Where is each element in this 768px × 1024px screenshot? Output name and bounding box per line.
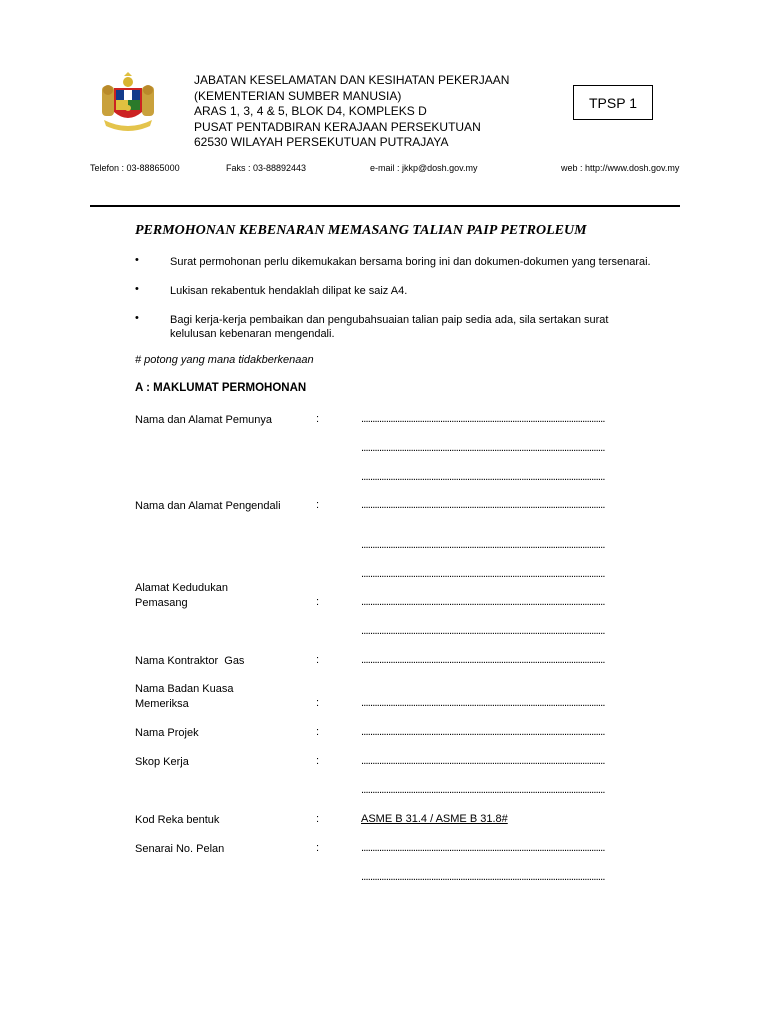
- label-pemunya: Nama dan Alamat Pemunya: [135, 414, 272, 426]
- blank-line-pelan-2[interactable]: ............................................................................................................: [361, 871, 605, 883]
- blank-line-badan[interactable]: ............................................................................................................: [361, 697, 605, 709]
- ministry-name: (KEMENTERIAN SUMBER MANUSIA): [194, 88, 402, 103]
- label-kontraktor: Nama Kontraktor Gas: [135, 655, 245, 667]
- label-kedudukan-line-2: Pemasang: [135, 597, 188, 609]
- colon: :: [316, 842, 320, 854]
- contact-email: e-mail : jkkp@dosh.gov.my: [370, 163, 478, 173]
- form-code-box: [573, 85, 653, 120]
- blank-line-kedudukan-2[interactable]: ............................................................................................................: [361, 625, 605, 637]
- blank-line-kedudukan-1[interactable]: ............................................................................................................: [361, 596, 605, 608]
- bullet-marker: •: [135, 254, 139, 266]
- bullet-marker: •: [135, 283, 139, 295]
- contact-telefon: Telefon : 03-88865000: [90, 163, 180, 173]
- address-line-1: ARAS 1, 3, 4 & 5, BLOK D4, KOMPLEKS D: [194, 104, 427, 118]
- bullet-item-3: Bagi kerja-kerja pembaikan dan pengubahsuaian talian paip sedia ada, sila sertakan surat kelulusan kebenaran mengendali.: [170, 314, 609, 340]
- jabatan-crest-logo: [96, 72, 160, 136]
- colon: :: [316, 596, 320, 608]
- colon: :: [316, 755, 320, 767]
- label-kod: Kod Reka bentuk: [135, 814, 220, 826]
- contact-faks: Faks : 03-88892443: [226, 163, 307, 173]
- kod-value[interactable]: ASME B 31.4 / ASME B 31.8#: [361, 813, 508, 825]
- agency-name: JABATAN KESELAMATAN DAN KESIHATAN PEKERJAAN: [194, 73, 510, 87]
- blank-line-pemunya-3[interactable]: ............................................................................................................: [361, 471, 605, 483]
- blank-line-pengendali-1[interactable]: ............................................................................................................: [361, 499, 605, 511]
- label-badan-line-2: Memeriksa: [135, 698, 189, 710]
- header-divider: [90, 205, 680, 207]
- colon: :: [316, 413, 320, 425]
- blank-line-pemunya-1[interactable]: ............................................................................................................: [361, 413, 605, 425]
- document-title: PERMOHONAN KEBENARAN MEMASANG TALIAN PAIP PETROLEUM: [135, 223, 587, 238]
- colon: :: [316, 697, 320, 709]
- bullet-item-1: Surat permohonan perlu dikemukakan bersama boring ini dan dokumen-dokumen yang tersenarai.: [170, 256, 651, 268]
- bullet-marker: •: [135, 312, 139, 324]
- blank-line-kontraktor[interactable]: ............................................................................................................: [361, 654, 605, 666]
- section-a-title: A : MAKLUMAT PERMOHONAN: [135, 382, 307, 394]
- label-projek: Nama Projek: [135, 727, 199, 739]
- agency-address-block: [194, 73, 509, 151]
- label-kedudukan-line-1: Alamat Kedudukan: [135, 582, 228, 594]
- colon: :: [316, 654, 320, 666]
- strike-note: # potong yang mana tidakberkenaan: [135, 354, 314, 366]
- contact-web: web : http://www.dosh.gov.my: [561, 163, 680, 173]
- address-line-2: PUSAT PENTADBIRAN KERAJAAN PERSEKUTUAN: [194, 119, 481, 134]
- address-line-3: 62530 WILAYAH PERSEKUTUAN PUTRAJAYA: [194, 135, 449, 149]
- blank-line-projek[interactable]: ............................................................................................................: [361, 726, 605, 738]
- blank-line-skop-2[interactable]: ............................................................................................................: [361, 784, 605, 796]
- blank-line-pemunya-2[interactable]: ............................................................................................................: [361, 442, 605, 454]
- colon: :: [316, 813, 320, 825]
- blank-line-pengendali-3[interactable]: ............................................................................................................: [361, 568, 605, 580]
- blank-line-pengendali-2[interactable]: ............................................................................................................: [361, 539, 605, 551]
- bullet-item-2: Lukisan rekabentuk hendaklah dilipat ke saiz A4.: [170, 285, 408, 297]
- colon: :: [316, 499, 320, 511]
- colon: :: [316, 726, 320, 738]
- label-badan-line-1: Nama Badan Kuasa: [135, 683, 234, 695]
- label-skop: Skop Kerja: [135, 756, 189, 768]
- blank-line-pelan-1[interactable]: ............................................................................................................: [361, 842, 605, 854]
- blank-line-skop-1[interactable]: ............................................................................................................: [361, 755, 605, 767]
- label-pelan: Senarai No. Pelan: [135, 843, 225, 855]
- form-code: TPSP 1: [589, 94, 637, 111]
- label-pengendali: Nama dan Alamat Pengendali: [135, 500, 281, 512]
